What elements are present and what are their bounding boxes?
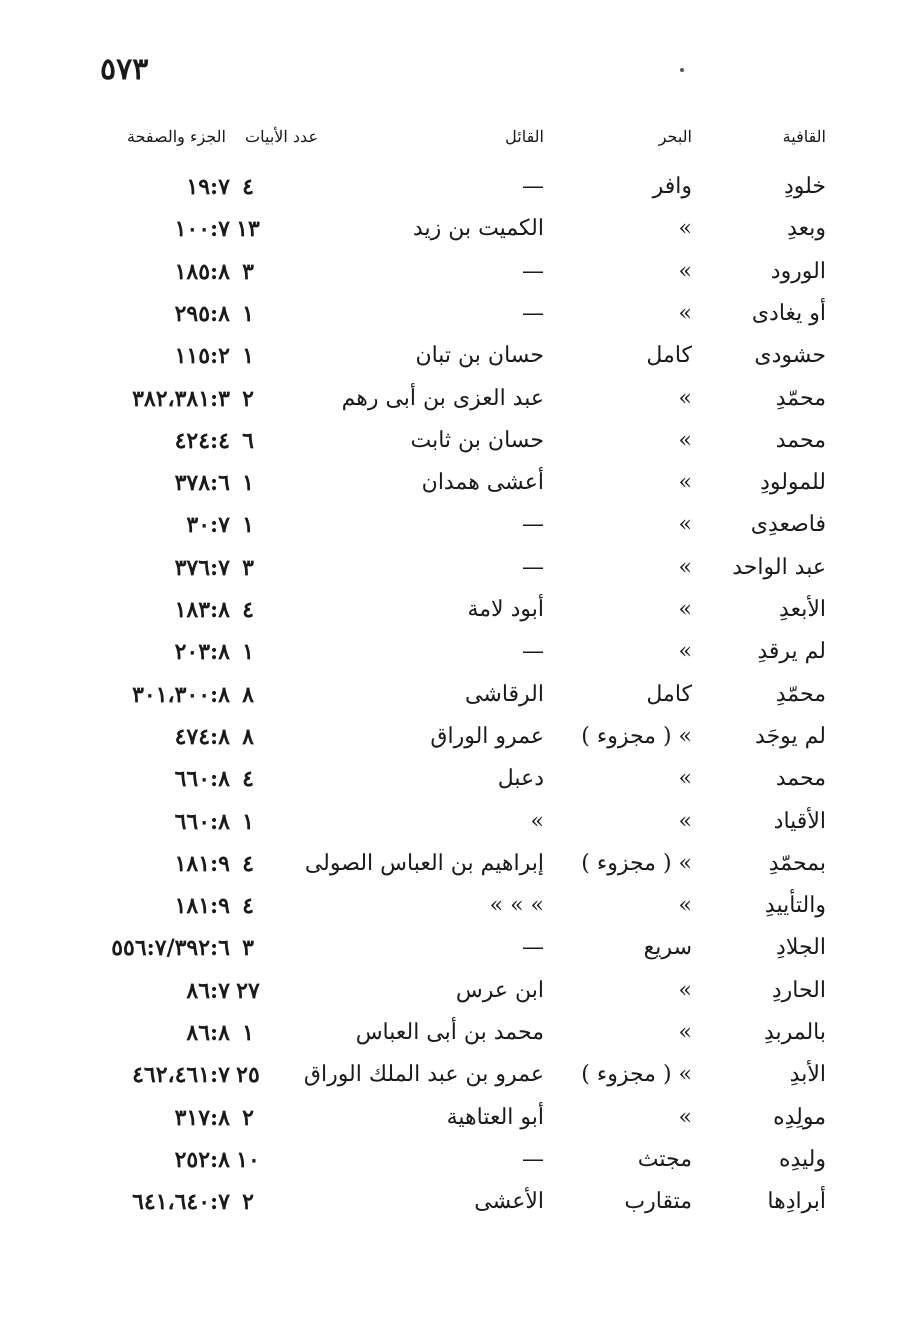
verses-cell: ١ bbox=[242, 809, 254, 835]
poet-cell: إبراهيم بن العباس الصولى bbox=[304, 851, 544, 876]
rhyme-cell: للمولودِ bbox=[760, 470, 826, 495]
table-row bbox=[0, 462, 918, 504]
rhyme-cell: محمد bbox=[775, 428, 826, 453]
poet-cell: ابن عرس bbox=[455, 978, 544, 1003]
verses-cell: ٨ bbox=[242, 682, 254, 708]
meter-cell: » bbox=[678, 1020, 692, 1045]
volume-page-cell: ١٩:٧ bbox=[186, 174, 230, 200]
verses-cell: ٣ bbox=[242, 259, 254, 285]
meter-cell: » bbox=[678, 597, 692, 622]
poet-cell: — bbox=[522, 512, 544, 537]
table-row bbox=[0, 504, 918, 546]
volume-page-cell: ٢٠٣:٨ bbox=[174, 639, 230, 665]
poet-cell: أبود لامة bbox=[467, 597, 544, 622]
meter-cell: متقارب bbox=[624, 1189, 692, 1214]
header-verses: عدد الأبيات bbox=[245, 127, 318, 146]
table-row bbox=[0, 251, 918, 293]
verses-cell: ١٣ bbox=[236, 216, 260, 242]
poet-cell: الرقاشى bbox=[465, 682, 544, 707]
poet-cell: أعشى همدان bbox=[421, 470, 544, 495]
meter-cell: » bbox=[678, 978, 692, 1003]
verses-cell: ٨ bbox=[242, 724, 254, 750]
meter-cell: » bbox=[678, 512, 692, 537]
rhyme-cell: حشودى bbox=[754, 343, 826, 368]
volume-page-cell: ٢٥٢:٨ bbox=[174, 1147, 230, 1173]
volume-page-cell: ٣٠١،٣٠٠:٨ bbox=[132, 682, 230, 708]
table-header bbox=[0, 124, 918, 154]
table-row bbox=[0, 208, 918, 250]
volume-page-cell: ٤٦٢،٤٦١:٧ bbox=[132, 1062, 230, 1088]
verses-cell: ١ bbox=[242, 470, 254, 496]
volume-page-cell: ٣٧٨:٦ bbox=[174, 470, 230, 496]
volume-page-cell: ١٨٥:٨ bbox=[174, 259, 230, 285]
poet-cell: دعبل bbox=[497, 766, 544, 791]
volume-page-cell: ٣٠:٧ bbox=[186, 512, 230, 538]
verses-cell: ٣ bbox=[242, 935, 254, 961]
volume-page-cell: ٨٦:٧ bbox=[186, 978, 230, 1004]
rhyme-cell: محمّدِ bbox=[775, 682, 826, 707]
table-row bbox=[0, 1139, 918, 1181]
verses-cell: ١ bbox=[242, 639, 254, 665]
poet-cell: — bbox=[522, 639, 544, 664]
volume-page-cell: ٣٨٢،٣٨١:٣ bbox=[132, 386, 230, 412]
volume-page-cell: ٤٢٤:٤ bbox=[174, 428, 230, 454]
volume-page-cell: ٦٦٠:٨ bbox=[174, 809, 230, 835]
rhyme-cell: وبعدِ bbox=[787, 216, 826, 241]
table-row bbox=[0, 335, 918, 377]
rhyme-cell: والتأييدِ bbox=[764, 893, 826, 918]
volume-page-cell: ١٨٣:٨ bbox=[174, 597, 230, 623]
poet-cell: — bbox=[522, 1147, 544, 1172]
verses-cell: ٤ bbox=[242, 766, 254, 792]
poet-cell: الكميت بن زيد bbox=[412, 216, 544, 241]
rhyme-cell: لم يوجَد bbox=[755, 724, 826, 749]
meter-cell: » bbox=[678, 893, 692, 918]
meter-cell: » bbox=[678, 809, 692, 834]
table-row bbox=[0, 885, 918, 927]
poet-cell: أبو العتاهية bbox=[446, 1105, 544, 1130]
meter-cell: » bbox=[678, 639, 692, 664]
meter-cell: » bbox=[678, 428, 692, 453]
meter-cell: كامل bbox=[646, 682, 692, 707]
table-row bbox=[0, 1097, 918, 1139]
poet-cell: محمد بن أبى العباس bbox=[355, 1020, 544, 1045]
poet-cell: — bbox=[522, 301, 544, 326]
table-row bbox=[0, 1012, 918, 1054]
rhyme-cell: محمد bbox=[775, 766, 826, 791]
table-row bbox=[0, 1181, 918, 1223]
volume-page-cell: ٦٦٠:٨ bbox=[174, 766, 230, 792]
table-row bbox=[0, 631, 918, 673]
rhyme-cell: مولِدِه bbox=[773, 1105, 826, 1130]
header-meter: البحر bbox=[658, 127, 692, 146]
table-row bbox=[0, 716, 918, 758]
meter-cell: » bbox=[678, 216, 692, 241]
verses-cell: ٤ bbox=[242, 174, 254, 200]
rhyme-cell: وليدِه bbox=[778, 1147, 826, 1172]
verses-cell: ١ bbox=[242, 343, 254, 369]
volume-page-cell: ٨٦:٨ bbox=[186, 1020, 230, 1046]
rhyme-cell: الأبدِ bbox=[789, 1062, 826, 1087]
table-row bbox=[0, 674, 918, 716]
table-row bbox=[0, 843, 918, 885]
meter-cell: » bbox=[678, 386, 692, 411]
volume-page-cell: ١٠٠:٧ bbox=[174, 216, 230, 242]
rhyme-cell: لم يرقدِ bbox=[757, 639, 826, 664]
verses-cell: ٤ bbox=[242, 893, 254, 919]
poet-cell: عمرو بن عبد الملك الوراق bbox=[303, 1062, 544, 1087]
poet-cell: الأعشى bbox=[474, 1189, 544, 1214]
meter-cell: » bbox=[678, 470, 692, 495]
table-row bbox=[0, 589, 918, 631]
poet-cell: » bbox=[530, 809, 544, 834]
page-number: ٥٧٣ bbox=[100, 52, 149, 87]
verses-cell: ١٠ bbox=[236, 1147, 260, 1173]
meter-cell: مجتث bbox=[637, 1147, 692, 1172]
meter-cell: » ( مجزوء ) bbox=[581, 724, 692, 749]
meter-cell: » ( مجزوء ) bbox=[581, 851, 692, 876]
verses-cell: ٢٥ bbox=[236, 1062, 260, 1088]
volume-page-cell: ٦٤١،٦٤٠:٧ bbox=[132, 1189, 230, 1215]
rhyme-cell: الأبعدِ bbox=[779, 597, 826, 622]
volume-page-cell: ٢٩٥:٨ bbox=[174, 301, 230, 327]
meter-cell: سريع bbox=[643, 935, 692, 960]
meter-cell: » bbox=[678, 1105, 692, 1130]
table-row bbox=[0, 293, 918, 335]
header-poet: القائل bbox=[505, 127, 544, 146]
verses-cell: ٢٧ bbox=[236, 978, 260, 1004]
verses-cell: ٤ bbox=[242, 851, 254, 877]
rhyme-cell: فاصعدِى bbox=[750, 512, 826, 537]
rhyme-cell: عبد الواحد bbox=[732, 555, 826, 580]
table-row bbox=[0, 970, 918, 1012]
volume-page-cell: ٤٧٤:٨ bbox=[174, 724, 230, 750]
verses-cell: ٤ bbox=[242, 597, 254, 623]
poet-cell: — bbox=[522, 935, 544, 960]
table-row bbox=[0, 547, 918, 589]
meter-cell: » bbox=[678, 301, 692, 326]
rhyme-cell: محمّدِ bbox=[775, 386, 826, 411]
meter-cell: وافر bbox=[652, 174, 692, 199]
verses-cell: ٢ bbox=[242, 386, 254, 412]
table-row bbox=[0, 1054, 918, 1096]
rhyme-cell: بمحمّدِ bbox=[768, 851, 826, 876]
header-rhyme: القافية bbox=[782, 127, 826, 146]
verses-cell: ٦ bbox=[242, 428, 254, 454]
verses-cell: ٣ bbox=[242, 555, 254, 581]
print-speck bbox=[680, 68, 684, 72]
header-volume-page: الجزء والصفحة bbox=[126, 127, 226, 146]
rhyme-cell: الجلادِ bbox=[776, 935, 826, 960]
table-row bbox=[0, 758, 918, 800]
table-row bbox=[0, 378, 918, 420]
table-row bbox=[0, 420, 918, 462]
verses-cell: ١ bbox=[242, 1020, 254, 1046]
rhyme-cell: خلودِ bbox=[783, 174, 826, 199]
volume-page-cell: ١٨١:٩ bbox=[174, 851, 230, 877]
meter-cell: » bbox=[678, 766, 692, 791]
poet-cell: حسان بن ثابت bbox=[410, 428, 544, 453]
meter-cell: » bbox=[678, 555, 692, 580]
meter-cell: » ( مجزوء ) bbox=[581, 1062, 692, 1087]
rhyme-cell: الورود bbox=[770, 259, 826, 284]
volume-page-cell: ٣٧٦:٧ bbox=[174, 555, 230, 581]
rhyme-cell: أو يغادى bbox=[751, 301, 826, 326]
verses-cell: ٢ bbox=[242, 1189, 254, 1215]
volume-page-cell: ٥٥٦:٧/٣٩٢:٦ bbox=[111, 935, 230, 961]
table-row bbox=[0, 801, 918, 843]
poet-cell: عمرو الوراق bbox=[430, 724, 544, 749]
meter-cell: » bbox=[678, 259, 692, 284]
poet-cell: عبد العزى بن أبى رهم bbox=[341, 386, 544, 411]
volume-page-cell: ١٨١:٩ bbox=[174, 893, 230, 919]
rhyme-cell: الأقياد bbox=[773, 809, 826, 834]
verses-cell: ٢ bbox=[242, 1105, 254, 1131]
poet-cell: — bbox=[522, 555, 544, 580]
table-row bbox=[0, 166, 918, 208]
poet-cell: — bbox=[522, 259, 544, 284]
table-row bbox=[0, 927, 918, 969]
rhyme-cell: بالمربدِ bbox=[763, 1020, 826, 1045]
volume-page-cell: ٣١٧:٨ bbox=[174, 1105, 230, 1131]
rhyme-cell: الحاردِ bbox=[771, 978, 826, 1003]
rhyme-cell: أبرادِها bbox=[767, 1189, 826, 1214]
meter-cell: كامل bbox=[646, 343, 692, 368]
poet-cell: — bbox=[522, 174, 544, 199]
verses-cell: ١ bbox=[242, 512, 254, 538]
verses-cell: ١ bbox=[242, 301, 254, 327]
poet-cell: » » » bbox=[489, 893, 544, 918]
poet-cell: حسان بن تبان bbox=[415, 343, 544, 368]
volume-page-cell: ١١٥:٢ bbox=[174, 343, 230, 369]
